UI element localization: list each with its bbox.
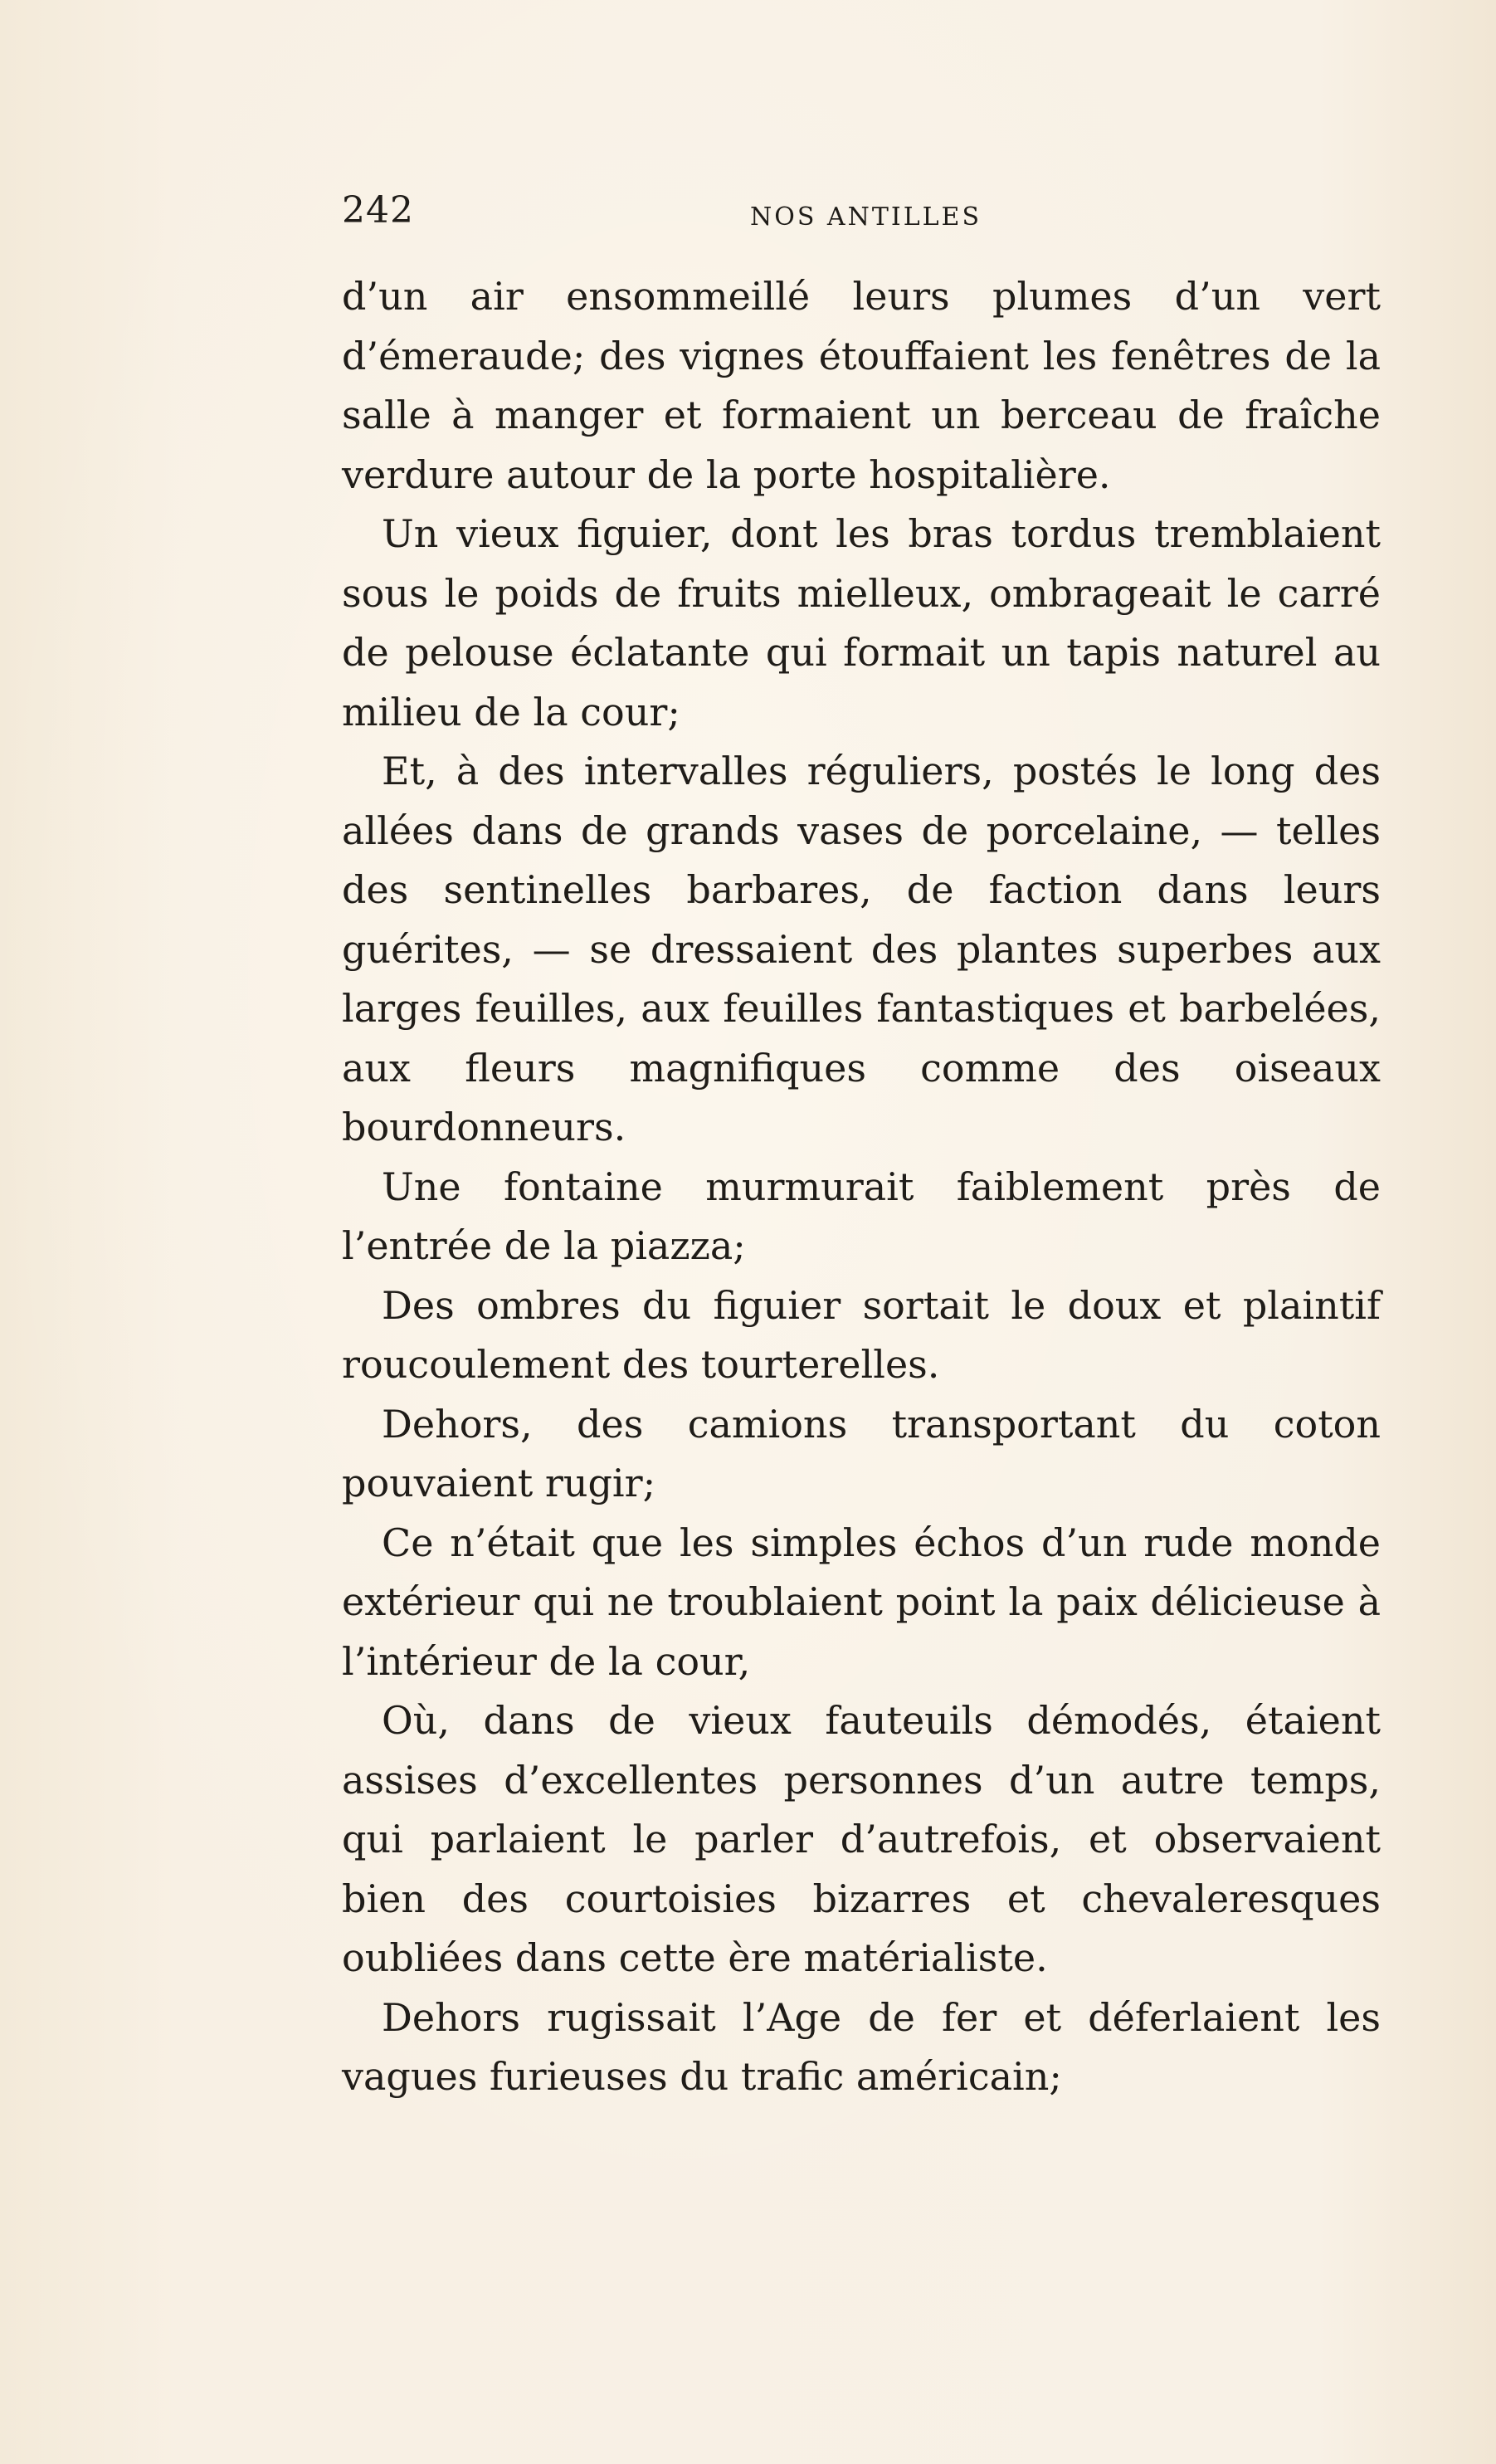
paragraph: Dehors rugissait l’Age de fer et déferlaient les vagues furieuses du trafic américain;: [342, 1994, 1381, 2099]
paragraph-continued: d’un air ensommeillé leurs plumes d’un vert d’émeraude; des vignes étouffaient les fenêtres de la salle à manger et formaient un berceau de fraîche verdure autour de la porte hospitalière.: [342, 274, 1381, 497]
paragraph: Ce n’était que les simples échos d’un rude monde extérieur qui ne troublaient point la paix délicieuse à l’intérieur de la cour,: [342, 1520, 1381, 1684]
page-number: 242: [342, 189, 414, 232]
body-text: [342, 267, 1381, 2107]
running-head: [342, 189, 1379, 239]
running-title: NOS ANTILLES: [750, 202, 982, 232]
paragraph: Dehors, des camions transportant du coton pouvaient rugir;: [342, 1401, 1381, 1505]
paragraph: Des ombres du figuier sortait le doux et plaintif roucoulement des tourterelles.: [342, 1282, 1381, 1387]
paragraph: Et, à des intervalles réguliers, postés le long des allées dans de grands vases de porcelaine, — telles des sentinelles barbares, de faction dans leurs guérites, — se dressaient des plantes superbes aux larges feuilles, aux feuilles fantastiques et barbelées, aux fleurs magnifiques comme des oiseaux bourdonneurs.: [342, 749, 1381, 1149]
paragraph: Où, dans de vieux fauteuils démodés, étaient assises d’excellentes personnes d’un autre temps, qui parlaient le parler d’autrefois, et observaient bien des courtoisies bizarres et chevaleresques oubliées dans cette ère matérialiste.: [342, 1698, 1381, 1980]
paragraph: Une fontaine murmurait faiblement près de l’entrée de la piazza;: [342, 1164, 1381, 1268]
paragraph: Un vieux figuier, dont les bras tordus tremblaient sous le poids de fruits mielleux, ombrageait le carré de pelouse éclatante qui formait un tapis naturel au milieu de la cour;: [342, 511, 1381, 734]
